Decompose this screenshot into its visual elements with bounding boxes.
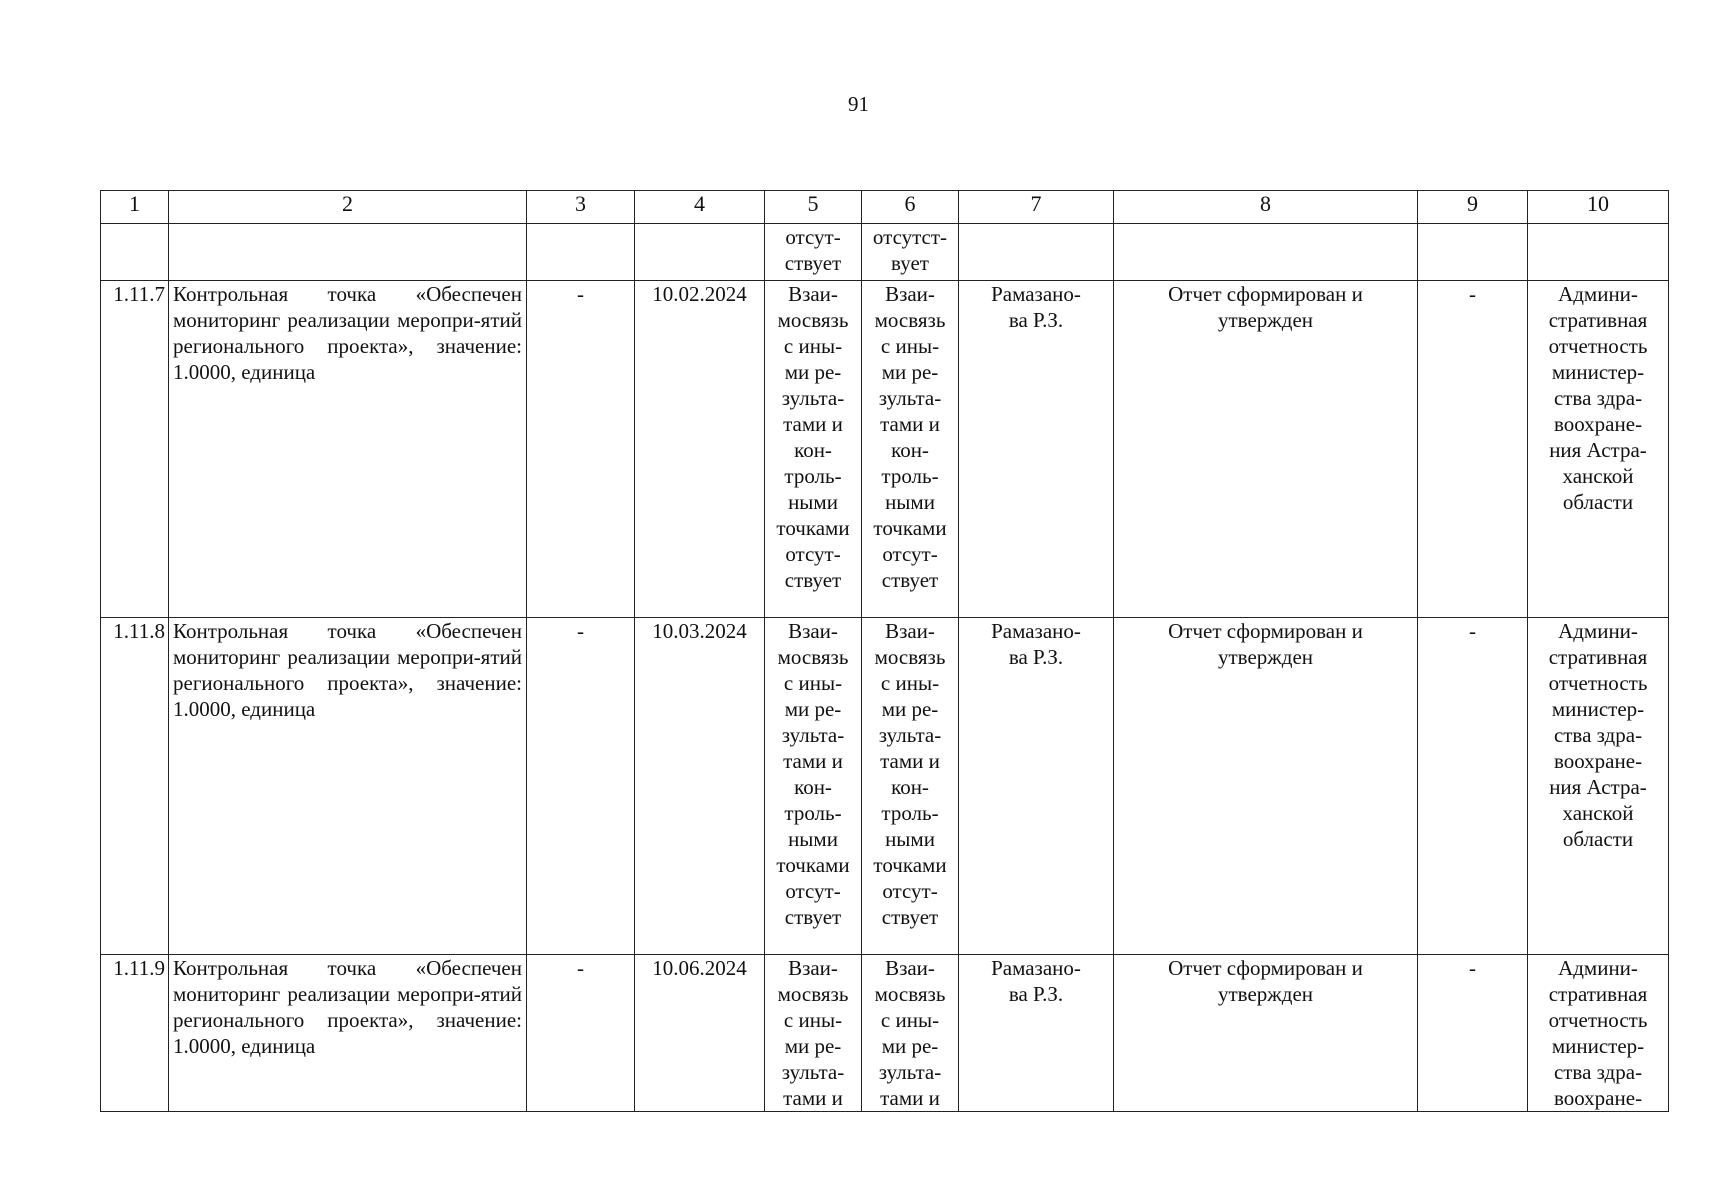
column-number: 7: [959, 191, 1114, 224]
column-number: 3: [527, 191, 635, 224]
cell-result: Отчет сформирован и утвержден: [1114, 618, 1418, 955]
cell-number: 1.11.9: [101, 955, 169, 1112]
cell-result: Отчет сформирован и утвержден: [1114, 955, 1418, 1112]
cell-col9: -: [1418, 618, 1528, 955]
cell-number: 1.11.8: [101, 618, 169, 955]
cell-col9: -: [1418, 955, 1528, 1112]
cell-col9: -: [1418, 281, 1528, 618]
cell-col3: -: [527, 618, 635, 955]
cell-linkage-next: Взаи- мосвязь с ины- ми ре- зульта- тами и кон- троль- ными точками отсут- ствует: [862, 618, 959, 955]
column-number: 1: [101, 191, 169, 224]
column-number: 8: [1114, 191, 1418, 224]
column-number-row: [101, 191, 1669, 224]
cell-linkage-prev: отсут- ствует: [765, 224, 862, 281]
column-number: 9: [1418, 191, 1528, 224]
table-row: [101, 955, 1669, 1112]
empty-cell: [169, 224, 527, 281]
empty-cell: [1528, 224, 1669, 281]
column-number: 6: [862, 191, 959, 224]
empty-cell: [527, 224, 635, 281]
column-number: 4: [635, 191, 765, 224]
cell-number: 1.11.7: [101, 281, 169, 618]
empty-cell: [101, 224, 169, 281]
cell-result: Отчет сформирован и утвержден: [1114, 281, 1418, 618]
empty-cell: [959, 224, 1114, 281]
column-number: 10: [1528, 191, 1669, 224]
empty-cell: [635, 224, 765, 281]
empty-cell: [1114, 224, 1418, 281]
continuation-row: [101, 224, 1669, 281]
cell-date: 10.03.2024: [635, 618, 765, 955]
control-points-table: [100, 190, 1669, 1112]
cell-col3: -: [527, 281, 635, 618]
cell-source: Админи- стративная отчетность министер- ства здра- воохране- ния Астра- ханской области: [1528, 281, 1669, 618]
cell-linkage-prev: Взаи- мосвязь с ины- ми ре- зульта- тами и кон- троль- ными точками отсут- ствует: [765, 281, 862, 618]
cell-source: Админи- стративная отчетность министер- ства здра- воохране- ния Астра- ханской области: [1528, 618, 1669, 955]
cell-linkage-prev: Взаи- мосвязь с ины- ми ре- зульта- тами и кон- троль- ными точками отсут- ствует: [765, 618, 862, 955]
cell-description: Контрольная точка «Обеспечен мониторинг реализации меропри-ятий регионального проекта», значение: 1.0000, единица: [169, 955, 527, 1112]
table-row: [101, 618, 1669, 955]
empty-cell: [1418, 224, 1528, 281]
cell-responsible: Рамазано- ва Р.З.: [959, 955, 1114, 1112]
cell-linkage-prev: Взаи- мосвязь с ины- ми ре- зульта- тами и: [765, 955, 862, 1112]
table-row: [101, 281, 1669, 618]
page-number: 91: [848, 92, 869, 116]
cell-description: Контрольная точка «Обеспечен мониторинг реализации меропри-ятий регионального проекта», значение: 1.0000, единица: [169, 281, 527, 618]
cell-date: 10.06.2024: [635, 955, 765, 1112]
cell-linkage-next: отсутст- вует: [862, 224, 959, 281]
cell-linkage-next: Взаи- мосвязь с ины- ми ре- зульта- тами и: [862, 955, 959, 1112]
cell-responsible: Рамазано- ва Р.З.: [959, 618, 1114, 955]
column-number: 2: [169, 191, 527, 224]
cell-date: 10.02.2024: [635, 281, 765, 618]
cell-responsible: Рамазано- ва Р.З.: [959, 281, 1114, 618]
column-number: 5: [765, 191, 862, 224]
cell-col3: -: [527, 955, 635, 1112]
cell-description: Контрольная точка «Обеспечен мониторинг реализации меропри-ятий регионального проекта», значение: 1.0000, единица: [169, 618, 527, 955]
cell-linkage-next: Взаи- мосвязь с ины- ми ре- зульта- тами и кон- троль- ными точками отсут- ствует: [862, 281, 959, 618]
cell-source: Админи- стративная отчетность министер- ства здра- воохране-: [1528, 955, 1669, 1112]
